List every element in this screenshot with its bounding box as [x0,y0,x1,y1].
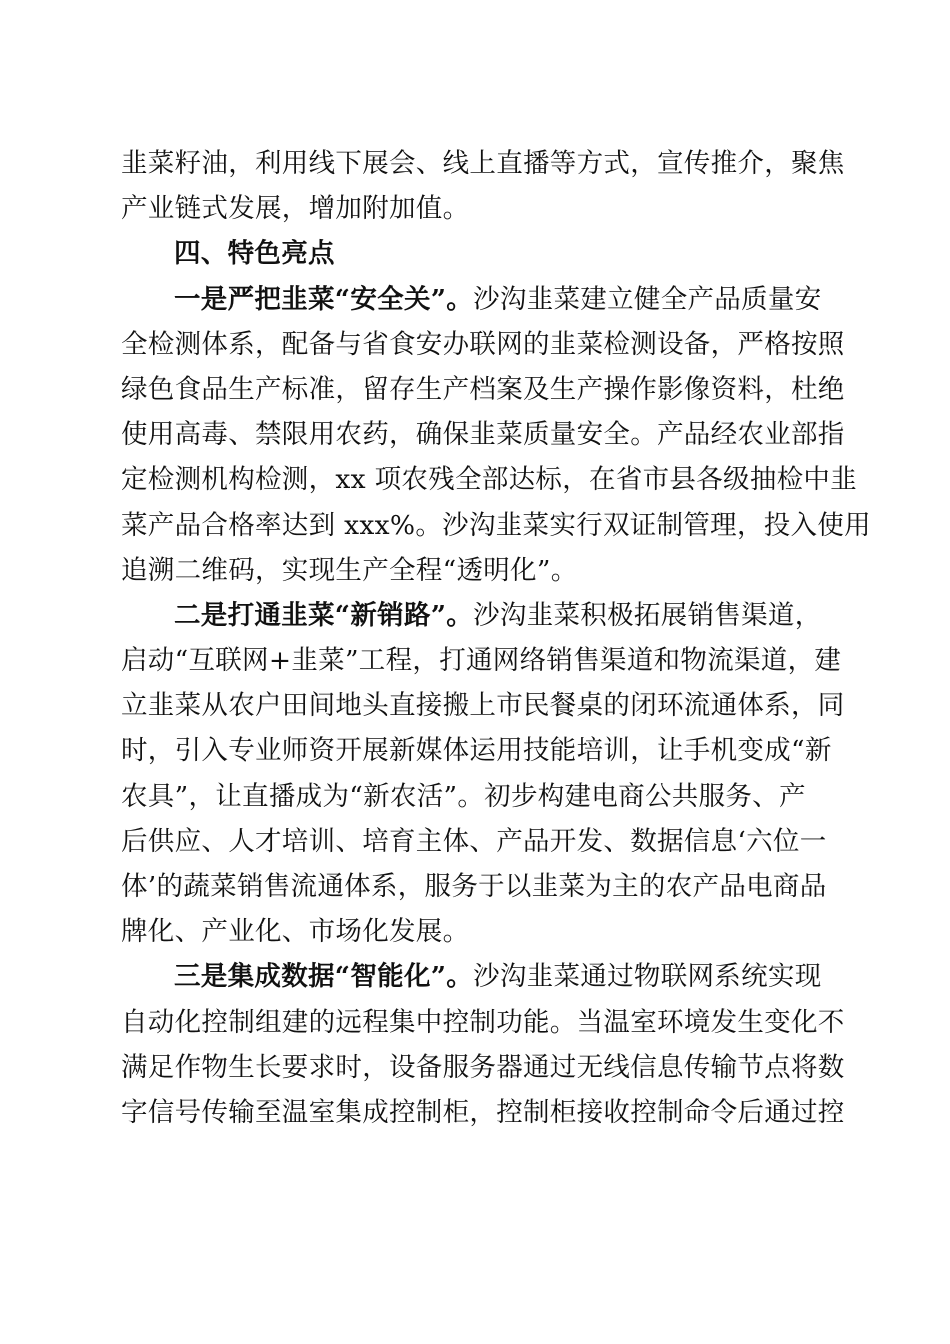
paragraph-line: 体’的蔬菜销售流通体系，服务于以韭菜为主的农产品电商品 [121,871,827,902]
document-body [121,141,871,1135]
paragraph-text: 沙沟韭菜积极拓展销售渠道， [473,599,822,631]
paragraph-lead: 二是打通韭菜“新销路”。 [174,599,474,631]
paragraph-text: 沙沟韭菜建立健全产品质量安 [473,283,822,315]
paragraph-line: 追溯二维码，实现生产全程“透明化”。 [121,554,578,586]
paragraph-line: 自动化控制组建的远程集中控制功能。当温室环境发生变化不 [121,1006,845,1038]
paragraph-line: 绿色食品生产标准，留存生产档案及生产操作影像资料，杜绝 [121,373,845,405]
paragraph-line: 字信号传输至温室集成控制柜，控制柜接收控制命令后通过控 [121,1096,845,1128]
paragraph-line: 后供应、人才培训、培育主体、产品开发、数据信息‘六位一 [121,825,827,857]
paragraph-line: 牌化、产业化、市场化发展。 [121,916,470,948]
paragraph-line: 立韭菜从农户田间地头直接搬上市民餐桌的闭环流通体系，同 [121,690,845,722]
paragraph-line: 菜产品合格率达到 xxx%。沙沟韭菜实行双证制管理，投入使用 [121,509,871,541]
paragraph-first-line [121,593,841,638]
paragraph-line: 定检测机构检测，xx 项农残全部达标，在省市县各级抽检中韭 [121,464,858,496]
paragraph-lead: 一是严把韭菜“安全关”。 [174,283,474,315]
paragraph-line: 全检测体系，配备与省食安办联网的韭菜检测设备，严格按照 [121,328,845,360]
paragraph-first-line [121,954,841,999]
paragraph-text: 沙沟韭菜通过物联网系统实现 [473,961,822,993]
paragraph-lead: 三是集成数据“智能化”。 [174,961,474,993]
paragraph-line: 启动“互联网+韭菜”工程，打通网络销售渠道和物流渠道，建 [121,645,842,677]
section-heading: 四、特色亮点 [174,238,335,270]
paragraph-line: 使用高毒、禁限用农药，确保韭菜质量安全。产品经农业部指 [121,419,845,451]
paragraph-first-line [121,277,841,322]
paragraph-line: 满足作物生长要求时，设备服务器通过无线信息传输节点将数 [121,1051,845,1083]
continuation-line: 产业链式发展，增加附加值。 [121,193,470,225]
paragraph-line: 农具”，让直播成为“新农活”。初步构建电商公共服务、产 [121,780,806,812]
paragraph-line: 时，引入专业师资开展新媒体运用技能培训，让手机变成“新 [121,735,832,767]
continuation-line: 韭菜籽油，利用线下展会、线上直播等方式，宣传推介，聚焦 [121,148,845,179]
